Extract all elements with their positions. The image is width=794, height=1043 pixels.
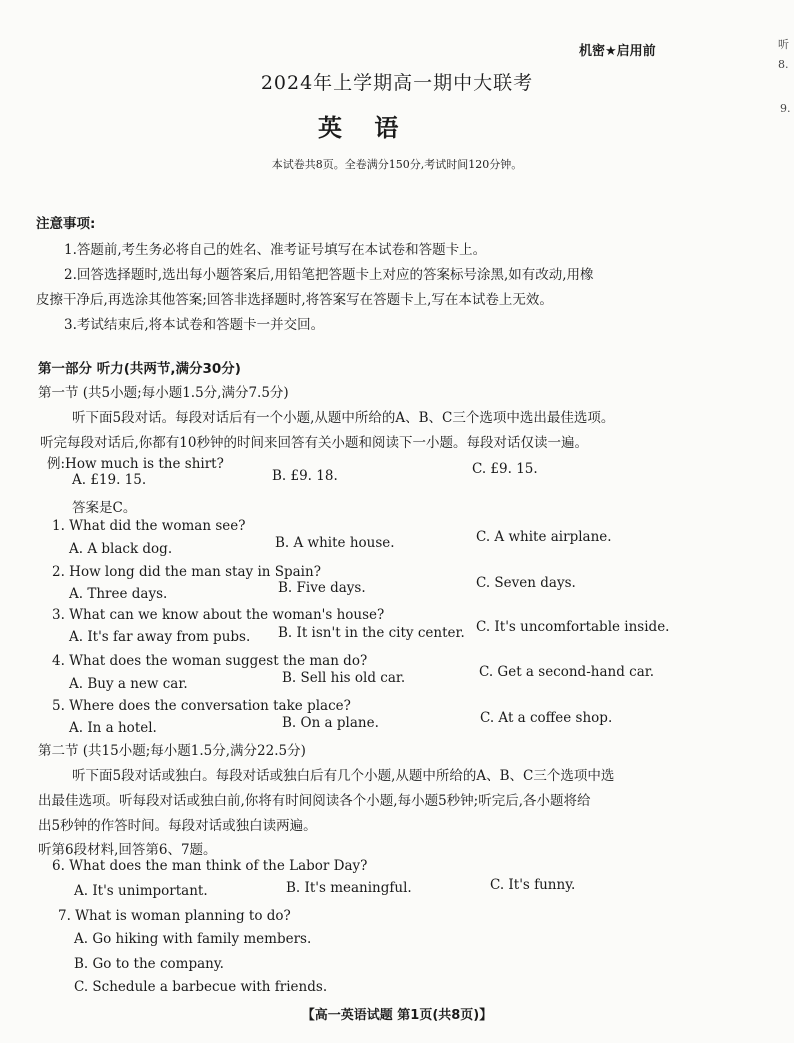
exam-meta: 本试卷共8页。全卷满分150分,考试时间120分钟。 [271,158,523,171]
question-1: 1. What did the woman see? [52,518,246,534]
edge-text-1: 听 [778,38,789,51]
question-3: 3. What can we know about the woman's house? [52,607,385,623]
question-6: 6. What does the man think of the Labor Day? [52,858,368,874]
q4-option-b: B. Sell his old car. [282,670,406,686]
example-answer: 答案是C。 [72,500,137,516]
q3-option-a: A. It's far away from pubs. [69,629,251,645]
q1-option-b: B. A white house. [275,535,395,551]
section1-instruction-1: 听下面5段对话。每段对话后有一个小题,从题中所给的A、B、C三个选项中选出最佳选项。 [72,410,615,426]
subject-title: 英 语 [318,114,411,142]
note-item-2-cont: 皮擦干净后,再选涂其他答案;回答非选择题时,将答案写在答题卡上,写在本试卷上无效。 [36,292,553,308]
section2-heading: 第二节 (共15小题;每小题1.5分,满分22.5分) [38,743,306,759]
confidential-mark: 机密★启用前 [579,44,656,59]
q7-option-b: B. Go to the company. [74,956,224,972]
edge-text-2: 8. [778,58,789,71]
section1-instruction-2: 听完每段对话后,你都有10秒钟的时间来回答有关小题和阅读下一小题。每段对话仅读一遍。 [40,435,588,451]
section2-instruction-3: 出5秒钟的作答时间。每段对话或独白读两遍。 [38,818,317,834]
q5-option-c: C. At a coffee shop. [480,710,613,726]
note-item-1: 1.答题前,考生务必将自己的姓名、准考证号填写在本试卷和答题卡上。 [64,242,487,258]
example-option-b: B. £9. 18. [272,468,338,484]
example-question: 例:How much is the shirt? [47,456,224,472]
q2-option-a: A. Three days. [69,586,168,602]
example-option-a: A. £19. 15. [72,472,147,488]
edge-text-3: 9. [780,102,791,115]
q6-option-a: A. It's unimportant. [74,883,208,899]
note-item-2: 2.回答选择题时,选出每小题答案后,用铅笔把答题卡上对应的答案标号涂黑,如有改动,用橡 [64,267,594,283]
question-4: 4. What does the woman suggest the man do? [52,653,368,669]
question-5: 5. Where does the conversation take place? [52,698,351,714]
q5-option-a: A. In a hotel. [69,720,157,736]
q5-option-b: B. On a plane. [282,715,379,731]
part1-heading: 第一部分 听力(共两节,满分30分) [38,361,241,377]
q3-option-b: B. It isn't in the city center. [278,625,465,641]
note-item-3: 3.考试结束后,将本试卷和答题卡一并交回。 [64,317,325,333]
q1-option-a: A. A black dog. [69,541,173,557]
question-2: 2. How long did the man stay in Spain? [52,564,321,580]
q7-option-a: A. Go hiking with family members. [74,931,312,947]
q6-option-b: B. It's meaningful. [286,880,412,896]
material-note-6: 听第6段材料,回答第6、7题。 [38,842,217,858]
section1-heading: 第一节 (共5小题;每小题1.5分,满分7.5分) [38,385,289,401]
q4-option-a: A. Buy a new car. [69,676,188,692]
q2-option-c: C. Seven days. [476,575,576,591]
question-7: 7. What is woman planning to do? [58,908,291,924]
q7-option-c: C. Schedule a barbecue with friends. [74,979,328,995]
q4-option-c: C. Get a second-hand car. [479,664,655,680]
q6-option-c: C. It's funny. [490,877,576,893]
page-footer: 【高一英语试题 第1页(共8页)】 [301,1008,493,1023]
q1-option-c: C. A white airplane. [476,529,612,545]
q2-option-b: B. Five days. [278,580,366,596]
notes-heading: 注意事项: [36,216,96,232]
section2-instruction-1: 听下面5段对话或独白。每段对话或独白后有几个小题,从题中所给的A、B、C三个选项中选 [72,768,615,784]
section2-instruction-2: 出最佳选项。听每段对话或独白前,你将有时间阅读各个小题,每小题5秒钟;听完后,各小题将给 [38,793,591,809]
q3-option-c: C. It's uncomfortable inside. [476,619,670,635]
exam-title: 2024年上学期高一期中大联考 [260,72,534,94]
example-option-c: C. £9. 15. [472,461,538,477]
